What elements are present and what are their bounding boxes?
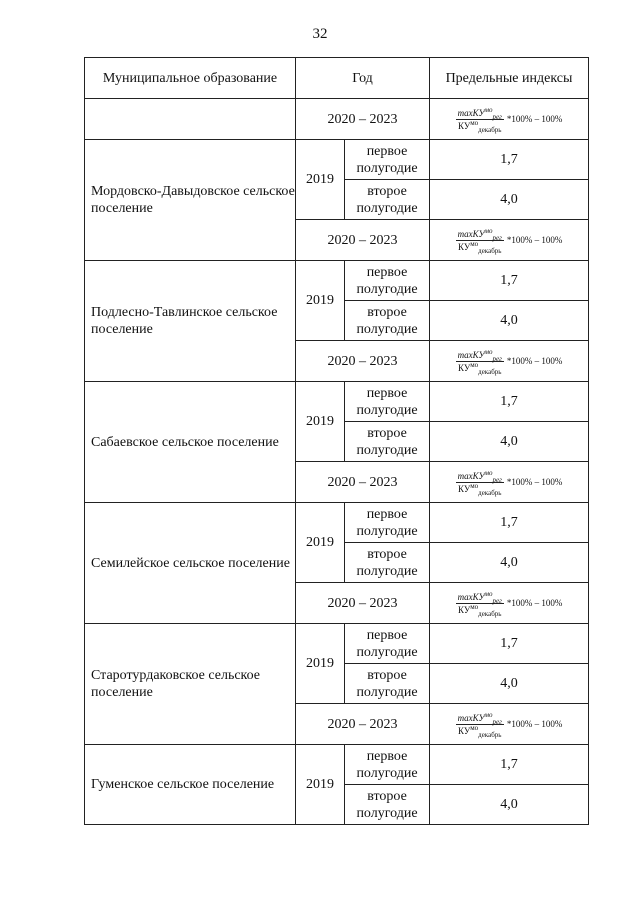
table-row	[85, 99, 589, 140]
formula-tail: *100% – 100%	[506, 477, 563, 487]
formula-tail: *100% – 100%	[506, 598, 563, 608]
table-row	[85, 503, 589, 543]
half-year-label: второе полугодие	[345, 180, 430, 220]
municipality-name: Мордовско-Давыдовское сельское поселение	[85, 140, 296, 261]
table-row	[85, 261, 589, 301]
formula-numerator: maxКУ$^{мо}_{рег}$	[457, 710, 502, 726]
formula-denominator: $КУ^{мо}_{декабрь}$	[458, 360, 502, 376]
formula-fraction	[456, 589, 504, 618]
index-value: 4,0	[430, 543, 589, 583]
index-formula	[430, 468, 588, 497]
year-range-cell: 2020 – 2023	[296, 583, 430, 624]
formula-cell	[430, 583, 589, 624]
formula-fraction	[456, 105, 504, 134]
header-row	[85, 58, 589, 99]
half-year-label: второе полугодие	[345, 785, 430, 825]
index-value: 4,0	[430, 785, 589, 825]
formula-fraction	[456, 226, 504, 255]
formula-cell	[430, 99, 589, 140]
formula-fraction	[456, 347, 504, 376]
index-formula	[430, 226, 588, 255]
formula-tail: *100% – 100%	[506, 356, 563, 366]
index-value: 1,7	[430, 745, 589, 785]
formula-fraction	[456, 710, 504, 739]
half-year-label: второе полугодие	[345, 422, 430, 462]
year-range-cell: 2020 – 2023	[296, 220, 430, 261]
formula-numerator: maxКУ$^{мо}_{рег}$	[457, 589, 502, 605]
index-formula	[430, 710, 588, 739]
year-cell: 2019	[296, 382, 345, 462]
header-index: Предельные индексы	[430, 58, 589, 99]
header-year: Год	[296, 58, 430, 99]
formula-cell	[430, 341, 589, 382]
formula-denominator: $КУ^{мо}_{декабрь}$	[458, 602, 502, 618]
municipality-name: Сабаевское сельское поселение	[85, 382, 296, 503]
table-row	[85, 624, 589, 664]
municipality-name: Подлесно-Тавлинское сельское поселение	[85, 261, 296, 382]
half-year-label: второе полугодие	[345, 301, 430, 341]
formula-cell	[430, 704, 589, 745]
formula-denominator: $КУ^{мо}_{декабрь}$	[458, 723, 502, 739]
year-range-cell: 2020 – 2023	[296, 99, 430, 140]
table-row	[85, 140, 589, 180]
index-value: 1,7	[430, 503, 589, 543]
half-year-label: первое полугодие	[345, 745, 430, 785]
formula-numerator: maxКУ$^{мо}_{рег}$	[457, 105, 502, 121]
formula-numerator: maxКУ$^{мо}_{рег}$	[457, 347, 502, 363]
formula-numerator: maxКУ$^{мо}_{рег}$	[457, 226, 502, 242]
table-row	[85, 745, 589, 785]
formula-denominator: $КУ^{мо}_{декабрь}$	[458, 481, 502, 497]
index-value: 4,0	[430, 422, 589, 462]
year-cell: 2019	[296, 503, 345, 583]
formula-denominator: $КУ^{мо}_{декабрь}$	[458, 118, 502, 134]
municipality-name	[85, 99, 296, 140]
half-year-label: первое полугодие	[345, 261, 430, 301]
index-formula	[430, 589, 588, 618]
index-value: 4,0	[430, 301, 589, 341]
index-value: 1,7	[430, 382, 589, 422]
tariff-index-table	[84, 57, 589, 825]
index-value: 4,0	[430, 180, 589, 220]
year-cell: 2019	[296, 261, 345, 341]
formula-tail: *100% – 100%	[506, 235, 563, 245]
index-formula	[430, 105, 588, 134]
index-value: 1,7	[430, 624, 589, 664]
year-cell: 2019	[296, 624, 345, 704]
formula-tail: *100% – 100%	[506, 719, 563, 729]
year-range-cell: 2020 – 2023	[296, 462, 430, 503]
year-cell: 2019	[296, 745, 345, 825]
municipality-name: Гуменское сельское поселение	[85, 745, 296, 825]
index-value: 1,7	[430, 261, 589, 301]
page-number: 32	[312, 26, 328, 42]
formula-tail: *100% – 100%	[506, 114, 563, 124]
year-range-cell: 2020 – 2023	[296, 704, 430, 745]
year-cell: 2019	[296, 140, 345, 220]
formula-fraction	[456, 468, 504, 497]
table-row	[85, 382, 589, 422]
formula-denominator: $КУ^{мо}_{декабрь}$	[458, 239, 502, 255]
formula-cell	[430, 220, 589, 261]
year-range-cell: 2020 – 2023	[296, 341, 430, 382]
index-value: 4,0	[430, 664, 589, 704]
index-value: 1,7	[430, 140, 589, 180]
half-year-label: первое полугодие	[345, 503, 430, 543]
header-municipality: Муниципальное образование	[85, 58, 296, 99]
half-year-label: второе полугодие	[345, 543, 430, 583]
formula-cell	[430, 462, 589, 503]
municipality-name: Семилейское сельское поселение	[85, 503, 296, 624]
index-formula	[430, 347, 588, 376]
half-year-label: первое полугодие	[345, 382, 430, 422]
formula-numerator: maxКУ$^{мо}_{рег}$	[457, 468, 502, 484]
half-year-label: первое полугодие	[345, 624, 430, 664]
half-year-label: первое полугодие	[345, 140, 430, 180]
municipality-name: Старотурдаковское сельское поселение	[85, 624, 296, 745]
half-year-label: второе полугодие	[345, 664, 430, 704]
